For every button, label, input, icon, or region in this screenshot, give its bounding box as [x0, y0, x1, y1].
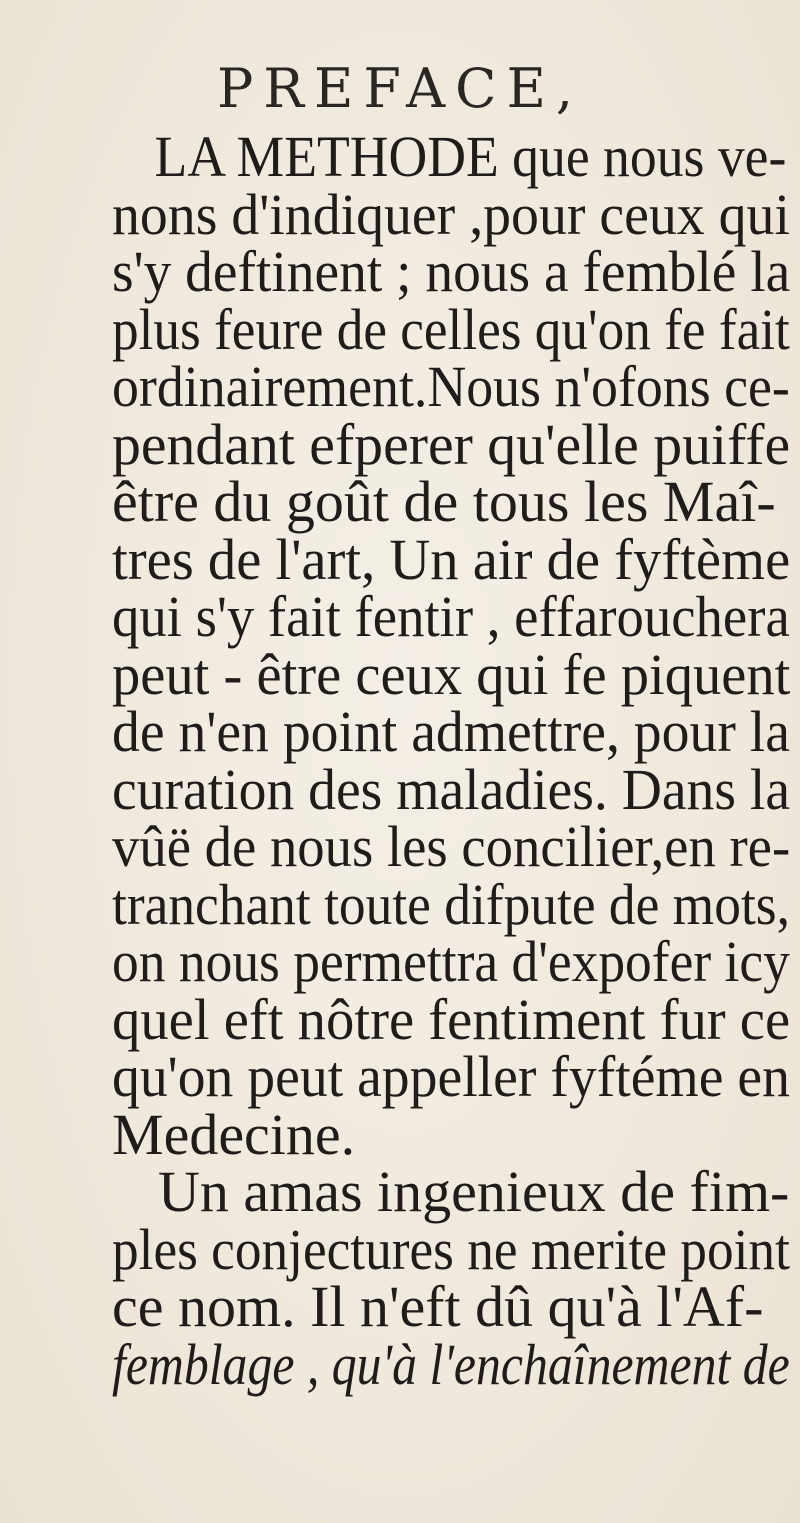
text-line: ce nom. Il n'eft dû qu'à l'Af-	[112, 1274, 764, 1339]
body-text	[112, 124, 800, 1397]
text-line: quel eft nôtre fentiment fur ce	[112, 986, 791, 1052]
text-line: tres de l'art, Un air de fyftème	[112, 526, 791, 592]
text-line: peut - être ceux qui fe piquent	[112, 641, 791, 707]
text-line: Un amas ingenieux de fim-	[158, 1159, 790, 1224]
text-line: ordinairement.Nous n'ofons ce-	[112, 354, 790, 419]
text-line: Medecine.	[112, 1101, 356, 1167]
text-line: vûë de nous les concilier,en re-	[112, 814, 791, 879]
text-line: qui s'y fait fentir , effarouchera	[112, 584, 790, 649]
text-line: plus feure de celles qu'on fe fait	[112, 296, 790, 362]
text-line: de n'en point admettre, pour la	[112, 699, 790, 764]
text-line: curation des maladies. Dans la	[112, 756, 791, 822]
text-line: femblage , qu'à l'enchaînement de	[112, 1331, 790, 1397]
text-line: être du goût de tous les Maî-	[112, 469, 776, 534]
text-line: ples conjectures ne merite point	[112, 1216, 790, 1282]
running-head: PREFACE,	[216, 57, 584, 120]
text-line: s'y deftinent ; nous a femblé la	[112, 239, 791, 304]
text-line: LA METHODE que nous ve-	[154, 124, 787, 189]
text-line: pendant efperer qu'elle puiffe	[112, 411, 791, 477]
text-line: tranchant toute difpute de mots,	[112, 871, 790, 937]
text-line: qu'on peut appeller fyftéme en	[112, 1044, 790, 1109]
text-line: on nous permettra d'expofer icy	[112, 929, 790, 994]
text-line: nons d'indiquer ,pour ceux qui	[112, 181, 790, 247]
